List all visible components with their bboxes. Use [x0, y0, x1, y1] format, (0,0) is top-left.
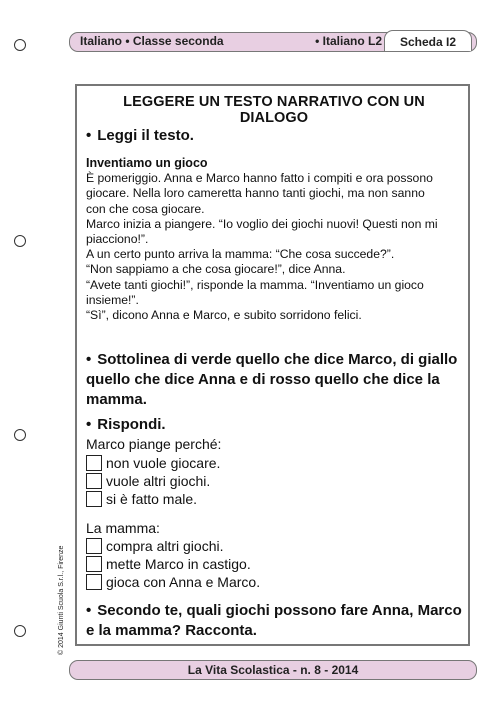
story-line: Marco inizia a piangere. “Io voglio dei giochi nuovi! Questi non mi — [86, 216, 438, 231]
binder-hole-icon — [14, 429, 26, 441]
question2-option — [86, 573, 260, 591]
binder-hole-icon — [14, 625, 26, 637]
question1-option — [86, 454, 220, 472]
question2-prompt: La mamma: — [86, 520, 160, 536]
copyright-notice: © 2014 Giunti Scuola S.r.l., Firenze — [58, 545, 65, 655]
checkbox[interactable] — [86, 556, 102, 572]
bullet-icon: • — [86, 127, 92, 144]
question1-option — [86, 490, 197, 508]
option-label: compra altri giochi. — [106, 538, 224, 554]
page-title: LEGGERE UN TESTO NARRATIVO CON UN DIALOGO — [123, 94, 425, 126]
checkbox[interactable] — [86, 491, 102, 507]
story-line: con che cosa giocare. — [86, 201, 205, 216]
story-line: insieme!”. — [86, 292, 139, 307]
option-label: mette Marco in castigo. — [106, 556, 251, 572]
binder-hole-icon — [14, 235, 26, 247]
story-line: “Sì”, dicono Anna e Marco, e subito sorridono felici. — [86, 308, 362, 323]
option-label: gioca con Anna e Marco. — [106, 574, 261, 590]
story-line: piacciono!”. — [86, 232, 149, 247]
bullet-icon: • — [86, 416, 92, 433]
story-line: È pomeriggio. Anna e Marco hanno fatto i compiti e ora possono — [86, 171, 433, 186]
binder-hole-icon — [14, 39, 26, 51]
checkbox[interactable] — [86, 538, 102, 554]
bullet-icon: • — [86, 602, 92, 619]
question2-option — [86, 555, 251, 573]
instruction-underline — [86, 350, 457, 410]
header-section: • Italiano L2 — [315, 34, 382, 48]
checkbox[interactable] — [86, 473, 102, 489]
instruction-read-text: Leggi il testo. — [97, 127, 194, 144]
story-line: giocare. Nella loro cameretta hanno tanti giochi, ma non sanno — [86, 186, 425, 201]
option-label: non vuole giocare. — [106, 455, 221, 471]
story-line: “Avete tanti giochi!”, risponde la mamma. “Inventiamo un gioco — [86, 277, 424, 292]
instruction-final-line: Secondo te, quali giochi possono fare Anna, Marco — [97, 602, 462, 619]
footer-band: La Vita Scolastica - n. 8 - 2014 — [69, 660, 477, 680]
instruction-answer-text: Rispondi. — [97, 416, 166, 433]
checkbox[interactable] — [86, 574, 102, 590]
story-title: Inventiamo un gioco — [86, 156, 208, 170]
story-text — [86, 156, 466, 323]
story-line: A un certo punto arriva la mamma: “Che cosa succede?”. — [86, 247, 395, 262]
question2-option — [86, 537, 224, 555]
header-subject: Italiano • Classe seconda — [80, 34, 224, 48]
sheet-tab: Scheda I2 — [384, 30, 472, 51]
instruction-final — [86, 601, 462, 641]
instruction-underline-line: mamma. — [86, 391, 147, 408]
option-label: si è fatto male. — [106, 491, 198, 507]
option-label: vuole altri giochi. — [106, 473, 211, 489]
bullet-icon: • — [86, 351, 92, 368]
instruction-underline-line: Sottolinea di verde quello che dice Marco, di giallo — [97, 351, 458, 368]
story-line: “Non sappiamo a che cosa giocare!”, dice Anna. — [86, 262, 346, 277]
checkbox[interactable] — [86, 455, 102, 471]
instruction-underline-line: quello che dice Anna e di rosso quello che dice la — [86, 371, 440, 388]
question1-option — [86, 472, 210, 490]
question1-prompt: Marco piange perché: — [86, 436, 222, 452]
instruction-final-line: e la mamma? Racconta. — [86, 622, 257, 639]
instruction-read — [86, 126, 194, 146]
instruction-answer — [86, 415, 166, 435]
